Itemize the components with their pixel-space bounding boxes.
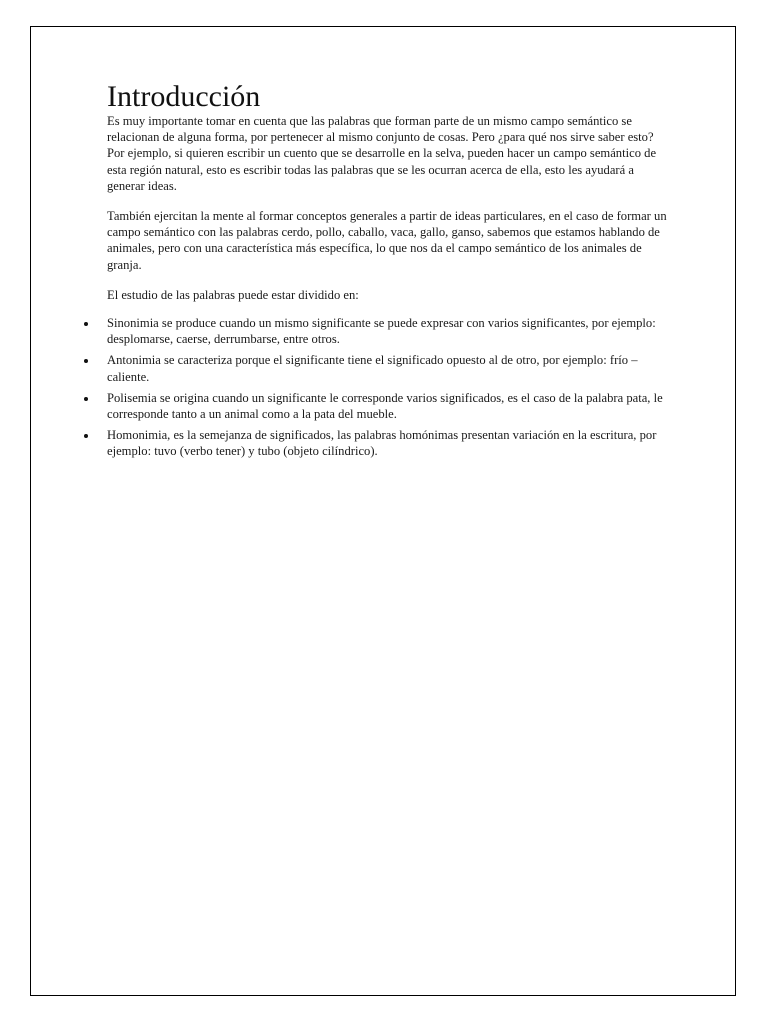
bullet-list [107,315,667,460]
list-item-antonimia [107,352,667,384]
list-intro: El estudio de las palabras puede estar dividido en: [107,287,359,302]
list-item-text: Homonimia, es la semejanza de significados, las palabras homónimas presentan variación en la escritura, por ejemplo: tuvo (verbo tener) y tubo (objeto cilíndrico). [107,428,657,459]
list-item-sinonimia [107,315,667,347]
bullet-icon [84,434,88,438]
paragraph-2: También ejercitan la mente al formar conceptos generales a partir de ideas particulares, en el caso de formar un campo semántico con las palabras cerdo, pollo, caballo, vaca, gallo, ganso, sabemos que estamos hablando de animales, pero con una característica más específica, lo que nos da el campo semántico de los animales de granja. [107,209,667,272]
list-item-polisemia [107,390,667,422]
bullet-icon [84,359,88,363]
list-item-text: Polisemia se origina cuando un significante le corresponde varios significados, es el caso de la palabra pata, le corresponde tanto a un animal como a la pata del mueble. [107,390,663,422]
list-item-homonimia [107,427,667,459]
bullet-icon [84,322,88,326]
paragraph-1: Es muy importante tomar en cuenta que las palabras que forman parte de un mismo campo semántico se relacionan de alguna forma, por pertenecer al mismo conjunto de cosas. Pero ¿para qué nos sirve saber esto? Por ejemplo, si quieren escribir un cuento que se desarrolle en la selva, pueden hacer un campo semántico de esta región natural, esto es escribir todas las palabras que se les ocurran acerca de ella, esto les ayudará a generar ideas. [107,114,657,193]
list-item-text: Antonimia se caracteriza porque el significante tiene el significado opuesto al de otro, por ejemplo: frío – caliente. [107,353,638,384]
document-page [30,26,736,996]
document-title: Introducción [107,80,261,113]
bullet-icon [84,397,88,401]
list-item-text: Sinonimia se produce cuando un mismo significante se puede expresar con varios significantes, por ejemplo: desplomarse, caerse, derrumbarse, entre otros. [107,316,656,347]
document-content [107,81,667,465]
